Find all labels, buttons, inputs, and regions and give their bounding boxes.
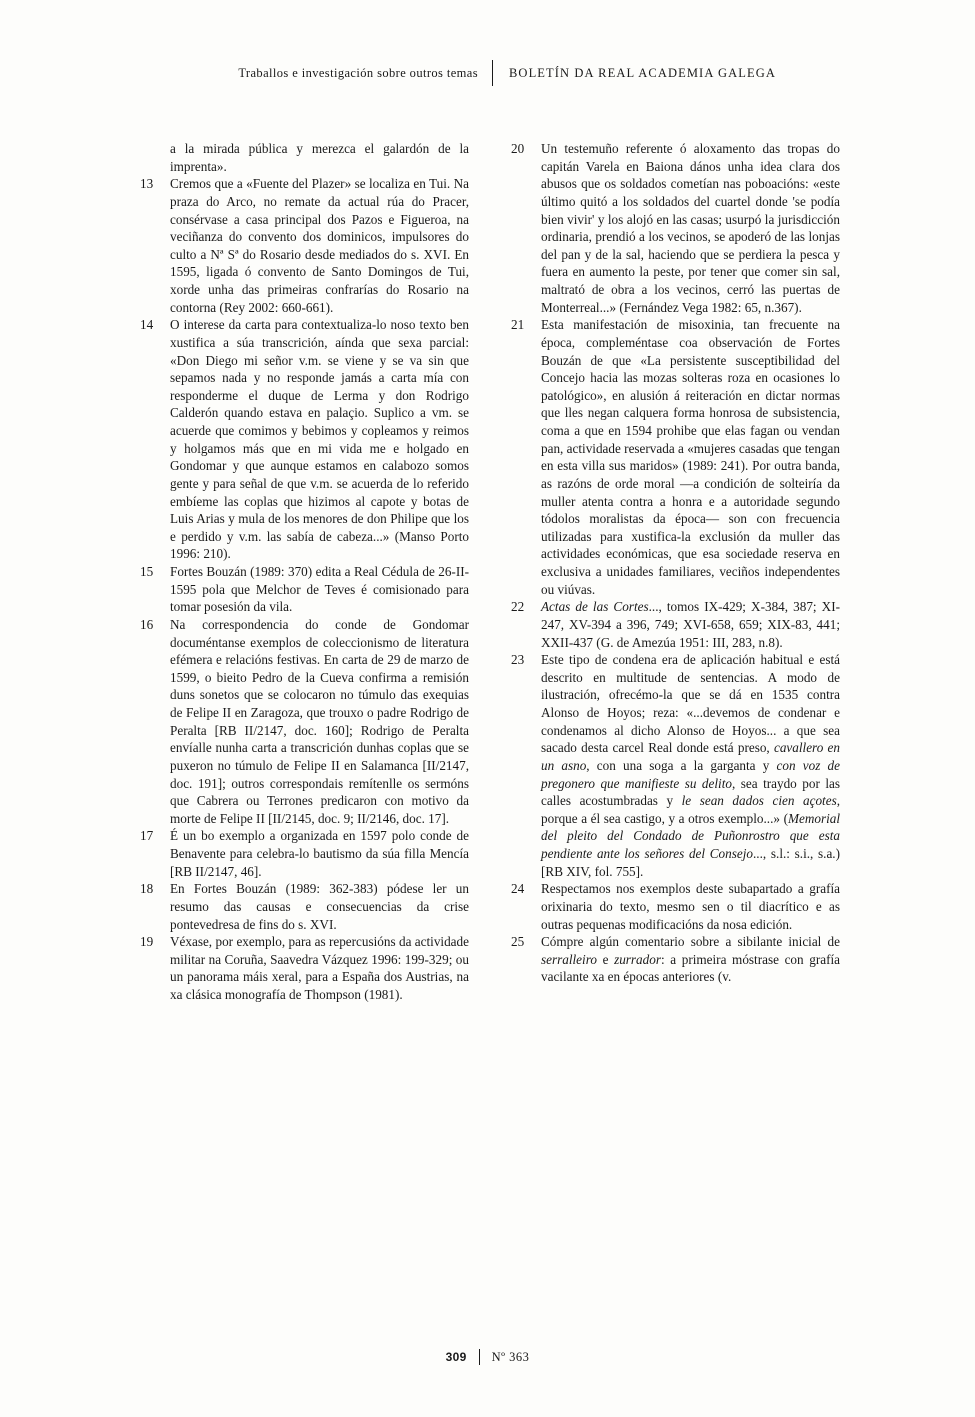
footnote-number: 19 — [140, 934, 154, 950]
footnote-item — [140, 827, 469, 880]
footnote-number: 17 — [140, 828, 154, 844]
footnote-number: 16 — [140, 616, 154, 632]
footnote-text: Un testemuño referente ó aloxamento das tropas do capitán Varela en Baiona dános unha idea clara dos abusos que os soldados cometían nas poboacións: «este último quitó a los soldados del cuartel donde 'se podía bien vivir' y los alojó en las casas; usurpó la jurisdicción ordinaria, prendió a los vecinos, se apoderó de las lonjas del pan y de la sal, haciendo que se perdiera la pesca y fuera en aumento la peste, por tener que comer sin sal, maltrató de obra a los vecinos, cerró las puertas de Monterreal...» (Fernández Vega 1982: 65, n.367). — [541, 141, 840, 315]
running-head-right: BOLETÍN DA REAL ACADEMIA GALEGA — [509, 65, 776, 80]
footnote-number: 22 — [511, 599, 525, 615]
footnote-text: Fortes Bouzán (1989: 370) edita a Real Cédula de 26-II-1595 pola que Melchor de Teves é comisionado para tomar posesión da vila. — [170, 564, 469, 615]
footnote-number: 15 — [140, 564, 154, 579]
footnote-number: 25 — [511, 934, 525, 950]
footnote-text: O interese da carta para contextualiza-lo noso texto ben xustifica a súa transcrición, aínda que sexa parcial: «Don Diego mi señor v.m. se viene y se va sin que sepamos nada y no responde jamás a carta mía con responderme el duque de Lerma y don Rodrigo Calderón quando estava en palaçio. Suplico a vm. se acuerde que comimos y bebimos y copleamos y reimos y holgamos más que en mi vida me e holgado en Gondomar y que aunque estamos en calabozo somos gente y para señal de que v.m. se acuerda de lo referido embíeme las coplas que hizimos al capote y botas de Luis Arias y mula de los menores de don Philipe que los e perdido y v.m. las sabía de cabeza...» (Manso Porto 1996: 210). — [170, 317, 469, 562]
footnote-item — [511, 933, 840, 986]
footnote-text: a la mirada pública y merezca el galardón de la imprenta». — [170, 141, 469, 174]
page-footer — [0, 1349, 975, 1365]
footnote-text: Este tipo de condena era de aplicación habitual e está descrito en multitude de sentencias. A modo de ilustración, ofrecémo-la que se dá en 1535 contra Alonso de Hoyos; reza: «...devemos de condenar e condenamos al dicho Alonso de Hoyos... a que sea sacado desta carcel Real donde está preso, cavallero en un asno, con una soga a la garganta y con voz de pregonero que manifieste su delito, sea traydo por las calles acostumbradas y le sean dados cien açotes, porque a él sea castigo, y a otros exemplo...» (Memorial del pleito del Condado de Puñonrostro que esta pendiente ante los señores del Consejo..., s.l.: s.i., s.a.) [RB XIV, fol. 755]. — [541, 652, 840, 879]
footnote-item — [511, 880, 840, 933]
footnote-text: Cómpre algún comentario sobre a sibilante inicial de serralleiro e zurrador: a primeira móstrase con grafía vacilante xa en épocas anteriores (v. — [541, 934, 840, 985]
footnote-number: 21 — [511, 317, 525, 333]
footnote-number: 14 — [140, 317, 154, 333]
footnote-text: Actas de las Cortes..., tomos IX-429; X-384, 387; XI-247, XV-394 a 396, 749; XVI-658, 659; XIX-83, 441; XXII-437 (G. de Amezúa 1951: III, 283, n.8). — [541, 599, 840, 650]
running-head — [148, 60, 828, 86]
page-number: 309 — [445, 1350, 467, 1364]
footnote-item — [140, 616, 469, 828]
footnote-item — [140, 175, 469, 316]
footnote-text: Véxase, por exemplo, para as repercusións da actividade militar na Coruña, Saavedra Vázquez 1996: 199-329; ou un panorama máis xeral, para a España dos Austrias, na xa clásica monografía de Thompson (1981). — [170, 934, 469, 1002]
footnote-number: 18 — [140, 881, 154, 897]
footnote-text: Cremos que a «Fuente del Plazer» se localiza en Tui. Na praza do Arco, no remate da actual rúa do Pracer, consérvase a casa principal dos Pazos e Figueroa, na veciñanza do convento dos dominicos, impulsores do culto a Nª Sª do Rosario desde mediados do s. XVI. En 1595, ligada ó convento de Santo Domingos de Tui, xorde unha das primeiras confrarías do Rosario na contorna (Rey 2002: 660-661). — [170, 176, 469, 315]
footnote-item — [140, 140, 469, 175]
footnote-text: Respectamos nos exemplos deste subapartado a grafía orixinaria do texto, mesmo sen o til diacrítico e as outras pequenas modificacións da nosa edición. — [541, 881, 840, 932]
footnote-text: É un bo exemplo a organizada en 1597 polo conde de Benavente para celebra-lo bautismo da súa filla Mencía [RB II/2147, 46]. — [170, 828, 469, 879]
footnote-item — [140, 563, 469, 616]
footer-divider — [479, 1349, 480, 1365]
footnote-item — [140, 933, 469, 1004]
footnote-number: 13 — [140, 176, 154, 192]
footnote-item — [511, 316, 840, 598]
footnote-number: 24 — [511, 881, 525, 897]
footnote-item — [140, 316, 469, 563]
footnote-item — [511, 651, 840, 880]
footnote-item — [511, 598, 840, 651]
two-column-body — [140, 140, 840, 1310]
footnote-number: 20 — [511, 141, 525, 156]
running-head-left: Traballos e investigación sobre outros temas — [238, 65, 478, 80]
left-column — [140, 140, 469, 1310]
issue-number: Nº 363 — [491, 1349, 530, 1364]
footnote-item — [140, 880, 469, 933]
footnote-text: Esta manifestación de misoxinia, tan frecuente na época, compleméntase coa observación de Fortes Bouzán de que «La persistente susceptibilidad del Concejo hacia las mozas solteras roza en ocasiones lo patológico», en alusión á reiteración en dictar normas que lles negan calquera forma honrosa de subsistencia, coma a que en 1594 prohibe que elas fagan ou vendan pan, actividade reservada a «mujeres casadas que tengan en esta villa sus maridos» (1989: 241). Por outra banda, as razóns de orde moral —a condición de solteiría da muller atenta contra a honra e a autoridade segundo tódolos moralistas da época— son con frecuencia utilizadas para xustifica-la exclusión da muller das actividades económicas, que esa sociedade reserva en exclusiva a unidades familiares, veciños independentes ou viúvas. — [541, 317, 840, 597]
footnote-text: Na correspondencia do conde de Gondomar documéntanse exemplos de coleccionismo de literatura efémera e relacións festivas. En carta de 29 de marzo de 1599, o bieito Pedro de la Cueva confirma a remisión duns sonetos que se colocaron no túmulo das exequias de Felipe II en Zaragoza, que trouxo o padre Rodrigo de Peralta [RB II/2147, doc. 160]; Rodrigo de Peralta envíalle nunha carta a transcrición dunhas coplas que se puxeron no túmulo de Felipe II en Salamanca [II/2147, doc. 191]; outros correspondais remítenlle os sermóns que Cabrera ou Terrones predicaron con motivo da morte de Felipe II [II/2145, doc. 9; II/2146, doc. 17]. — [170, 616, 469, 826]
footnote-number: 23 — [511, 652, 525, 668]
right-column — [511, 140, 840, 1310]
footnote-item — [511, 140, 840, 316]
footnote-text: En Fortes Bouzán (1989: 362-383) pódese ler un resumo das causas e consecuencias da crise pontevedresa de fins do s. XVI. — [170, 881, 469, 932]
